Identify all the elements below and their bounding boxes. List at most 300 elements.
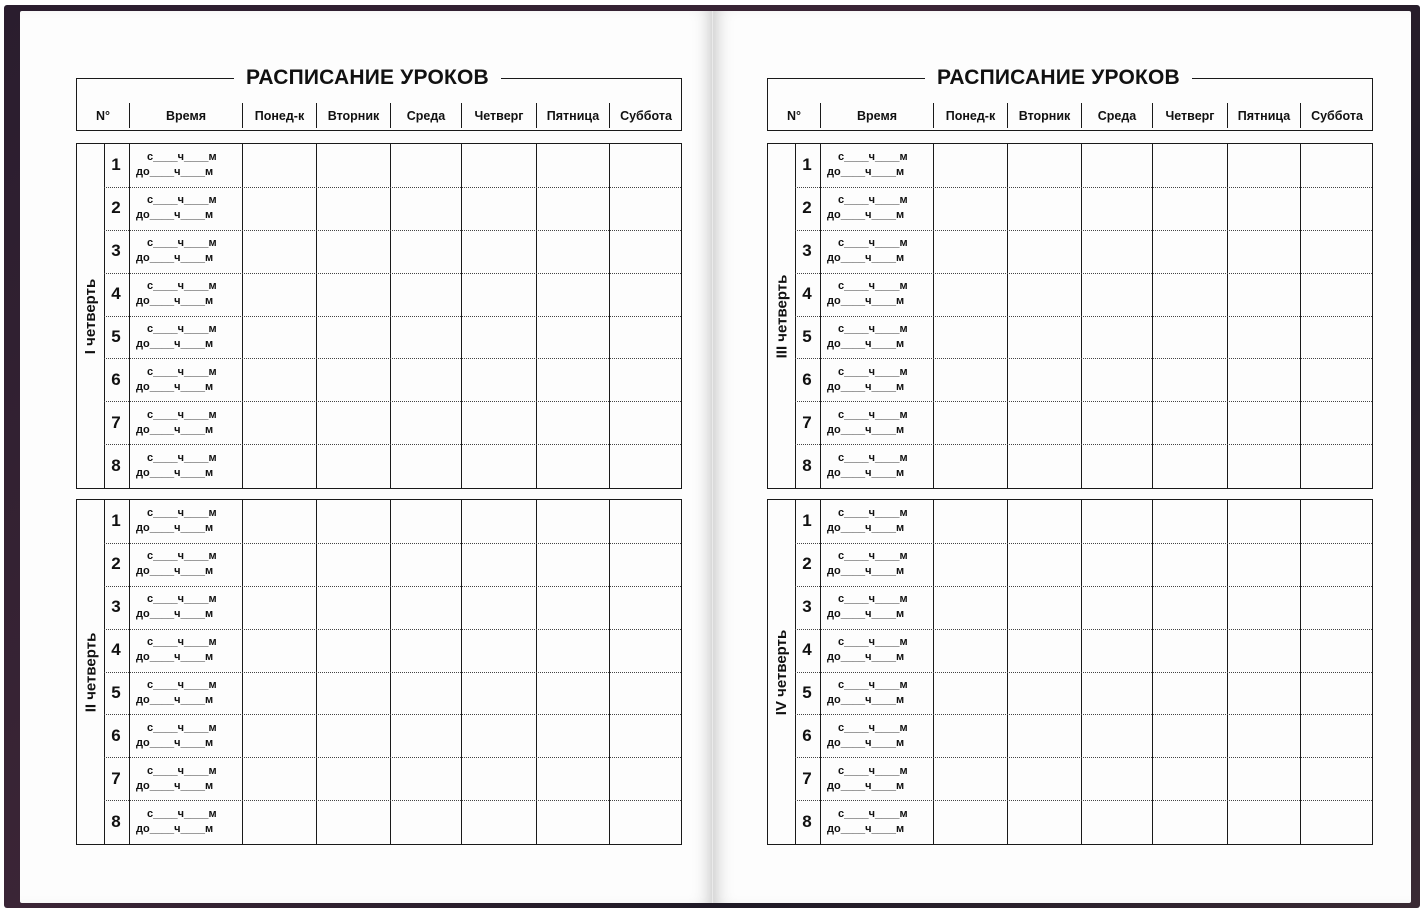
lesson-cell[interactable] bbox=[1081, 714, 1152, 757]
lesson-number: 4 bbox=[802, 284, 812, 304]
lesson-cell[interactable] bbox=[1081, 800, 1152, 843]
lesson-number: 2 bbox=[802, 554, 812, 574]
lesson-cell[interactable] bbox=[609, 144, 682, 187]
lesson-cell[interactable] bbox=[461, 500, 536, 543]
lesson-cell[interactable] bbox=[1007, 144, 1081, 187]
lesson-cell[interactable] bbox=[390, 358, 461, 401]
column-header-4: Среда bbox=[390, 103, 461, 128]
lesson-cell[interactable] bbox=[1300, 757, 1373, 800]
lesson-time bbox=[129, 322, 241, 352]
lesson-number: 8 bbox=[111, 455, 121, 475]
lesson-cell[interactable] bbox=[1007, 401, 1081, 444]
lesson-cell[interactable] bbox=[1007, 757, 1081, 800]
time-end: до____ч____м bbox=[827, 608, 905, 621]
lesson-time bbox=[820, 193, 932, 223]
lesson-cell[interactable] bbox=[1227, 230, 1300, 273]
lesson-time bbox=[129, 365, 241, 395]
lesson-cell[interactable] bbox=[242, 586, 316, 629]
lesson-time bbox=[129, 678, 241, 708]
lesson-cell[interactable] bbox=[461, 230, 536, 273]
time-start: с____ч____м bbox=[147, 322, 217, 335]
lesson-number: 6 bbox=[802, 369, 812, 389]
lesson-cell[interactable] bbox=[1152, 543, 1227, 586]
lesson-cell[interactable] bbox=[316, 543, 390, 586]
lesson-cell[interactable] bbox=[1152, 500, 1227, 543]
lesson-cell[interactable] bbox=[390, 444, 461, 487]
lesson-cell[interactable] bbox=[316, 401, 390, 444]
lesson-cell[interactable] bbox=[1227, 144, 1300, 187]
lesson-cell[interactable] bbox=[933, 401, 1007, 444]
lesson-cell[interactable] bbox=[461, 358, 536, 401]
lesson-cell[interactable] bbox=[390, 401, 461, 444]
time-start: с____ч____м bbox=[147, 636, 217, 649]
schedule-header bbox=[767, 78, 1373, 131]
lesson-cell[interactable] bbox=[1227, 358, 1300, 401]
lesson-cell[interactable] bbox=[609, 230, 682, 273]
lesson-cell[interactable] bbox=[1152, 800, 1227, 843]
lesson-cell[interactable] bbox=[1081, 629, 1152, 672]
time-start: с____ч____м bbox=[147, 764, 217, 777]
time-end: до____ч____м bbox=[136, 779, 214, 792]
time-start: с____ч____м bbox=[147, 280, 217, 293]
lesson-cell[interactable] bbox=[609, 273, 682, 316]
column-header-0: N° bbox=[786, 108, 802, 123]
time-end: до____ч____м bbox=[136, 651, 214, 664]
lesson-cell[interactable] bbox=[242, 543, 316, 586]
lesson-cell[interactable] bbox=[933, 316, 1007, 359]
lesson-cell[interactable] bbox=[390, 144, 461, 187]
lesson-number: 7 bbox=[111, 768, 121, 788]
lesson-cell[interactable] bbox=[1081, 757, 1152, 800]
lesson-cell[interactable] bbox=[1081, 187, 1152, 230]
lesson-cell[interactable] bbox=[242, 672, 316, 715]
page-title: РАСПИСАНИЕ УРОКОВ bbox=[925, 66, 1192, 90]
lesson-cell[interactable] bbox=[1007, 672, 1081, 715]
lesson-cell[interactable] bbox=[536, 714, 609, 757]
lesson-cell[interactable] bbox=[1081, 543, 1152, 586]
lesson-number: 3 bbox=[802, 241, 812, 261]
time-start: с____ч____м bbox=[147, 550, 217, 563]
time-start: с____ч____м bbox=[147, 365, 217, 378]
quarter-label bbox=[768, 500, 795, 844]
lesson-cell[interactable] bbox=[609, 757, 682, 800]
lesson-cell[interactable] bbox=[933, 629, 1007, 672]
lesson-cell[interactable] bbox=[390, 500, 461, 543]
lesson-cell[interactable] bbox=[242, 230, 316, 273]
lesson-cell[interactable] bbox=[609, 629, 682, 672]
lesson-cell[interactable] bbox=[609, 444, 682, 487]
lesson-cell[interactable] bbox=[1007, 230, 1081, 273]
lesson-cell[interactable] bbox=[1300, 230, 1373, 273]
lesson-cell[interactable] bbox=[536, 672, 609, 715]
lesson-cell[interactable] bbox=[609, 800, 682, 843]
lesson-cell[interactable] bbox=[242, 714, 316, 757]
lesson-cell[interactable] bbox=[933, 672, 1007, 715]
lesson-cell[interactable] bbox=[609, 543, 682, 586]
lesson-cell[interactable] bbox=[1152, 187, 1227, 230]
lesson-cell[interactable] bbox=[1300, 800, 1373, 843]
lesson-cell[interactable] bbox=[316, 672, 390, 715]
lesson-number: 1 bbox=[111, 155, 121, 175]
lesson-cell[interactable] bbox=[1007, 273, 1081, 316]
lesson-cell[interactable] bbox=[461, 629, 536, 672]
lesson-cell[interactable] bbox=[933, 714, 1007, 757]
time-end: до____ч____м bbox=[136, 166, 214, 179]
time-end: до____ч____м bbox=[136, 295, 214, 308]
lesson-time bbox=[129, 635, 241, 665]
lesson-cell[interactable] bbox=[536, 586, 609, 629]
time-start: с____ч____м bbox=[838, 151, 908, 164]
lesson-cell[interactable] bbox=[536, 500, 609, 543]
lesson-cell[interactable] bbox=[536, 230, 609, 273]
lesson-cell[interactable] bbox=[1081, 500, 1152, 543]
lesson-cell[interactable] bbox=[242, 316, 316, 359]
lesson-cell[interactable] bbox=[316, 144, 390, 187]
lesson-cell[interactable] bbox=[390, 672, 461, 715]
lesson-cell[interactable] bbox=[461, 144, 536, 187]
lesson-cell[interactable] bbox=[1152, 714, 1227, 757]
lesson-cell[interactable] bbox=[609, 672, 682, 715]
lesson-number: 3 bbox=[802, 597, 812, 617]
lesson-cell[interactable] bbox=[461, 586, 536, 629]
lesson-cell[interactable] bbox=[1227, 401, 1300, 444]
lesson-cell[interactable] bbox=[316, 187, 390, 230]
lesson-cell[interactable] bbox=[1300, 672, 1373, 715]
lesson-cell[interactable] bbox=[242, 358, 316, 401]
time-end: до____ч____м bbox=[136, 337, 214, 350]
lesson-cell[interactable] bbox=[1300, 144, 1373, 187]
lesson-cell[interactable] bbox=[1227, 316, 1300, 359]
column-header-2: Понед-к bbox=[933, 103, 1007, 128]
lesson-cell[interactable] bbox=[609, 358, 682, 401]
lesson-cell[interactable] bbox=[461, 757, 536, 800]
lesson-cell[interactable] bbox=[316, 444, 390, 487]
lesson-cell[interactable] bbox=[1152, 401, 1227, 444]
column-header-2: Понед-к bbox=[242, 103, 316, 128]
lesson-number: 8 bbox=[802, 811, 812, 831]
lesson-time bbox=[129, 549, 241, 579]
lesson-cell[interactable] bbox=[316, 629, 390, 672]
lesson-cell[interactable] bbox=[390, 187, 461, 230]
time-start: с____ч____м bbox=[838, 408, 908, 421]
lesson-cell[interactable] bbox=[390, 800, 461, 843]
lesson-time bbox=[129, 150, 241, 180]
lesson-cell[interactable] bbox=[1300, 316, 1373, 359]
lesson-cell[interactable] bbox=[461, 672, 536, 715]
lesson-cell[interactable] bbox=[1227, 800, 1300, 843]
lesson-cell[interactable] bbox=[1081, 358, 1152, 401]
lesson-cell[interactable] bbox=[1152, 273, 1227, 316]
lesson-number: 4 bbox=[111, 640, 121, 660]
lesson-number: 1 bbox=[111, 511, 121, 531]
lesson-cell[interactable] bbox=[316, 316, 390, 359]
lesson-cell[interactable] bbox=[316, 586, 390, 629]
time-end: до____ч____м bbox=[827, 779, 905, 792]
lesson-cell[interactable] bbox=[536, 273, 609, 316]
lesson-number: 1 bbox=[802, 511, 812, 531]
time-end: до____ч____м bbox=[827, 295, 905, 308]
time-end: до____ч____м bbox=[136, 252, 214, 265]
lesson-time bbox=[129, 408, 241, 438]
lesson-cell[interactable] bbox=[1081, 444, 1152, 487]
column-header-7: Суббота bbox=[609, 103, 682, 128]
time-start: с____ч____м bbox=[147, 151, 217, 164]
lesson-number: 5 bbox=[111, 682, 121, 702]
lesson-cell[interactable] bbox=[536, 629, 609, 672]
time-end: до____ч____м bbox=[827, 565, 905, 578]
time-end: до____ч____м bbox=[827, 466, 905, 479]
lesson-cell[interactable] bbox=[1300, 543, 1373, 586]
lesson-cell[interactable] bbox=[536, 757, 609, 800]
lesson-cell[interactable] bbox=[242, 187, 316, 230]
lesson-cell[interactable] bbox=[1227, 586, 1300, 629]
lesson-cell[interactable] bbox=[242, 401, 316, 444]
lesson-number: 7 bbox=[111, 412, 121, 432]
lesson-cell[interactable] bbox=[933, 500, 1007, 543]
lesson-number: 4 bbox=[802, 640, 812, 660]
lesson-number: 1 bbox=[802, 155, 812, 175]
lesson-cell[interactable] bbox=[1007, 543, 1081, 586]
lesson-cell[interactable] bbox=[461, 543, 536, 586]
lesson-cell[interactable] bbox=[1152, 586, 1227, 629]
lesson-cell[interactable] bbox=[242, 144, 316, 187]
quarter-block bbox=[767, 499, 1373, 845]
lesson-cell[interactable] bbox=[316, 358, 390, 401]
lesson-number: 2 bbox=[111, 198, 121, 218]
lesson-cell[interactable] bbox=[536, 358, 609, 401]
lesson-cell[interactable] bbox=[1300, 629, 1373, 672]
lesson-cell[interactable] bbox=[933, 800, 1007, 843]
lesson-time bbox=[129, 279, 241, 309]
lesson-cell[interactable] bbox=[933, 586, 1007, 629]
time-start: с____ч____м bbox=[838, 678, 908, 691]
time-start: с____ч____м bbox=[838, 593, 908, 606]
lesson-cell[interactable] bbox=[536, 401, 609, 444]
lesson-cell[interactable] bbox=[1300, 444, 1373, 487]
lesson-cell[interactable] bbox=[609, 500, 682, 543]
lesson-cell[interactable] bbox=[933, 144, 1007, 187]
lesson-cell[interactable] bbox=[1081, 401, 1152, 444]
lesson-cell[interactable] bbox=[242, 500, 316, 543]
lesson-cell[interactable] bbox=[1152, 757, 1227, 800]
lesson-cell[interactable] bbox=[316, 230, 390, 273]
lesson-time bbox=[820, 721, 932, 751]
lesson-cell[interactable] bbox=[1300, 187, 1373, 230]
lesson-cell[interactable] bbox=[536, 543, 609, 586]
lesson-cell[interactable] bbox=[1227, 273, 1300, 316]
time-start: с____ч____м bbox=[838, 721, 908, 734]
lesson-cell[interactable] bbox=[536, 444, 609, 487]
lesson-cell[interactable] bbox=[316, 500, 390, 543]
lesson-time bbox=[129, 592, 241, 622]
lesson-cell[interactable] bbox=[1152, 358, 1227, 401]
lesson-cell[interactable] bbox=[1227, 543, 1300, 586]
lesson-number: 3 bbox=[111, 241, 121, 261]
lesson-number: 8 bbox=[802, 455, 812, 475]
lesson-cell[interactable] bbox=[933, 444, 1007, 487]
time-start: с____ч____м bbox=[147, 593, 217, 606]
time-start: с____ч____м bbox=[147, 451, 217, 464]
lesson-cell[interactable] bbox=[1081, 586, 1152, 629]
lesson-cell[interactable] bbox=[242, 800, 316, 843]
time-end: до____ч____м bbox=[827, 337, 905, 350]
lesson-cell[interactable] bbox=[390, 273, 461, 316]
time-start: с____ч____м bbox=[838, 764, 908, 777]
lesson-cell[interactable] bbox=[609, 714, 682, 757]
lesson-cell[interactable] bbox=[536, 187, 609, 230]
column-header-1: Время bbox=[820, 103, 933, 128]
quarter-label bbox=[77, 144, 104, 488]
lesson-cell[interactable] bbox=[390, 543, 461, 586]
lesson-cell[interactable] bbox=[1300, 500, 1373, 543]
lesson-cell[interactable] bbox=[1007, 586, 1081, 629]
time-start: с____ч____м bbox=[838, 807, 908, 820]
time-end: до____ч____м bbox=[136, 608, 214, 621]
lesson-cell[interactable] bbox=[1152, 144, 1227, 187]
lesson-cell[interactable] bbox=[1227, 187, 1300, 230]
lesson-cell[interactable] bbox=[1300, 273, 1373, 316]
lesson-cell[interactable] bbox=[1081, 144, 1152, 187]
lesson-cell[interactable] bbox=[609, 316, 682, 359]
lesson-cell[interactable] bbox=[1152, 672, 1227, 715]
lesson-cell[interactable] bbox=[1007, 187, 1081, 230]
lesson-cell[interactable] bbox=[1152, 444, 1227, 487]
lesson-cell[interactable] bbox=[316, 273, 390, 316]
lesson-cell[interactable] bbox=[1227, 672, 1300, 715]
lesson-time bbox=[129, 193, 241, 223]
lesson-cell[interactable] bbox=[1152, 230, 1227, 273]
lesson-cell[interactable] bbox=[933, 757, 1007, 800]
page-title: РАСПИСАНИЕ УРОКОВ bbox=[234, 66, 501, 90]
lesson-cell[interactable] bbox=[461, 273, 536, 316]
time-end: до____ч____м bbox=[136, 565, 214, 578]
lesson-cell[interactable] bbox=[1081, 230, 1152, 273]
lesson-number: 5 bbox=[802, 682, 812, 702]
schedule-header bbox=[76, 78, 682, 131]
lesson-cell[interactable] bbox=[1300, 401, 1373, 444]
quarter-label bbox=[768, 144, 795, 488]
lesson-cell[interactable] bbox=[316, 714, 390, 757]
lesson-cell[interactable] bbox=[1300, 714, 1373, 757]
lesson-cell[interactable] bbox=[316, 757, 390, 800]
time-start: с____ч____м bbox=[147, 721, 217, 734]
lesson-time bbox=[820, 365, 932, 395]
lesson-cell[interactable] bbox=[1300, 586, 1373, 629]
time-end: до____ч____м bbox=[827, 736, 905, 749]
time-end: до____ч____м bbox=[827, 822, 905, 835]
column-header-5: Четверг bbox=[1152, 103, 1227, 128]
lesson-cell[interactable] bbox=[536, 800, 609, 843]
lesson-cell[interactable] bbox=[536, 144, 609, 187]
lesson-cell[interactable] bbox=[242, 629, 316, 672]
lesson-cell[interactable] bbox=[1227, 500, 1300, 543]
lesson-number: 7 bbox=[802, 412, 812, 432]
lesson-cell[interactable] bbox=[461, 444, 536, 487]
lesson-cell[interactable] bbox=[316, 800, 390, 843]
lesson-number: 2 bbox=[802, 198, 812, 218]
time-end: до____ч____м bbox=[827, 522, 905, 535]
lesson-cell[interactable] bbox=[390, 714, 461, 757]
time-end: до____ч____м bbox=[136, 209, 214, 222]
lesson-cell[interactable] bbox=[390, 586, 461, 629]
lesson-number: 2 bbox=[111, 554, 121, 574]
quarter-block bbox=[767, 143, 1373, 489]
lesson-cell[interactable] bbox=[1227, 714, 1300, 757]
lesson-cell[interactable] bbox=[242, 444, 316, 487]
lesson-cell[interactable] bbox=[1227, 757, 1300, 800]
lesson-cell[interactable] bbox=[1007, 358, 1081, 401]
lesson-time bbox=[820, 592, 932, 622]
time-end: до____ч____м bbox=[827, 423, 905, 436]
time-start: с____ч____м bbox=[838, 365, 908, 378]
lesson-time bbox=[820, 764, 932, 794]
lesson-cell[interactable] bbox=[1007, 316, 1081, 359]
lesson-cell[interactable] bbox=[1007, 500, 1081, 543]
lesson-cell[interactable] bbox=[242, 273, 316, 316]
lesson-number: 6 bbox=[111, 369, 121, 389]
lesson-time bbox=[820, 678, 932, 708]
lesson-cell[interactable] bbox=[609, 401, 682, 444]
quarter-label-text: III четверть bbox=[773, 274, 790, 358]
time-start: с____ч____м bbox=[838, 322, 908, 335]
lesson-cell[interactable] bbox=[390, 316, 461, 359]
lesson-cell[interactable] bbox=[1227, 629, 1300, 672]
lesson-cell[interactable] bbox=[461, 401, 536, 444]
lesson-cell[interactable] bbox=[1081, 316, 1152, 359]
time-start: с____ч____м bbox=[838, 194, 908, 207]
lesson-number: 5 bbox=[802, 326, 812, 346]
lesson-cell[interactable] bbox=[933, 358, 1007, 401]
lesson-cell[interactable] bbox=[1227, 444, 1300, 487]
quarter-block bbox=[76, 499, 682, 845]
lesson-cell[interactable] bbox=[461, 316, 536, 359]
time-start: с____ч____м bbox=[147, 678, 217, 691]
lesson-cell[interactable] bbox=[609, 187, 682, 230]
lesson-cell[interactable] bbox=[1081, 273, 1152, 316]
lesson-cell[interactable] bbox=[390, 230, 461, 273]
lesson-number: 8 bbox=[111, 811, 121, 831]
lesson-cell[interactable] bbox=[461, 187, 536, 230]
lesson-cell[interactable] bbox=[536, 316, 609, 359]
lesson-cell[interactable] bbox=[1300, 358, 1373, 401]
lesson-cell[interactable] bbox=[461, 800, 536, 843]
lesson-cell[interactable] bbox=[1007, 629, 1081, 672]
lesson-cell[interactable] bbox=[1007, 444, 1081, 487]
lesson-cell[interactable] bbox=[1152, 316, 1227, 359]
time-end: до____ч____м bbox=[827, 651, 905, 664]
lesson-cell[interactable] bbox=[461, 714, 536, 757]
time-start: с____ч____м bbox=[147, 194, 217, 207]
lesson-cell[interactable] bbox=[242, 757, 316, 800]
lesson-cell[interactable] bbox=[933, 230, 1007, 273]
lesson-cell[interactable] bbox=[1152, 629, 1227, 672]
lesson-cell[interactable] bbox=[1007, 714, 1081, 757]
lesson-cell[interactable] bbox=[609, 586, 682, 629]
lesson-cell[interactable] bbox=[390, 757, 461, 800]
lesson-cell[interactable] bbox=[933, 273, 1007, 316]
column-header-7: Суббота bbox=[1300, 103, 1373, 128]
lesson-cell[interactable] bbox=[390, 629, 461, 672]
time-end: до____ч____м bbox=[827, 166, 905, 179]
column-header-6: Пятница bbox=[1227, 103, 1300, 128]
lesson-cell[interactable] bbox=[933, 543, 1007, 586]
lesson-time bbox=[820, 150, 932, 180]
lesson-cell[interactable] bbox=[1007, 800, 1081, 843]
column-header-3: Вторник bbox=[1007, 103, 1081, 128]
lesson-cell[interactable] bbox=[1081, 672, 1152, 715]
column-header-5: Четверг bbox=[461, 103, 536, 128]
lesson-cell[interactable] bbox=[933, 187, 1007, 230]
